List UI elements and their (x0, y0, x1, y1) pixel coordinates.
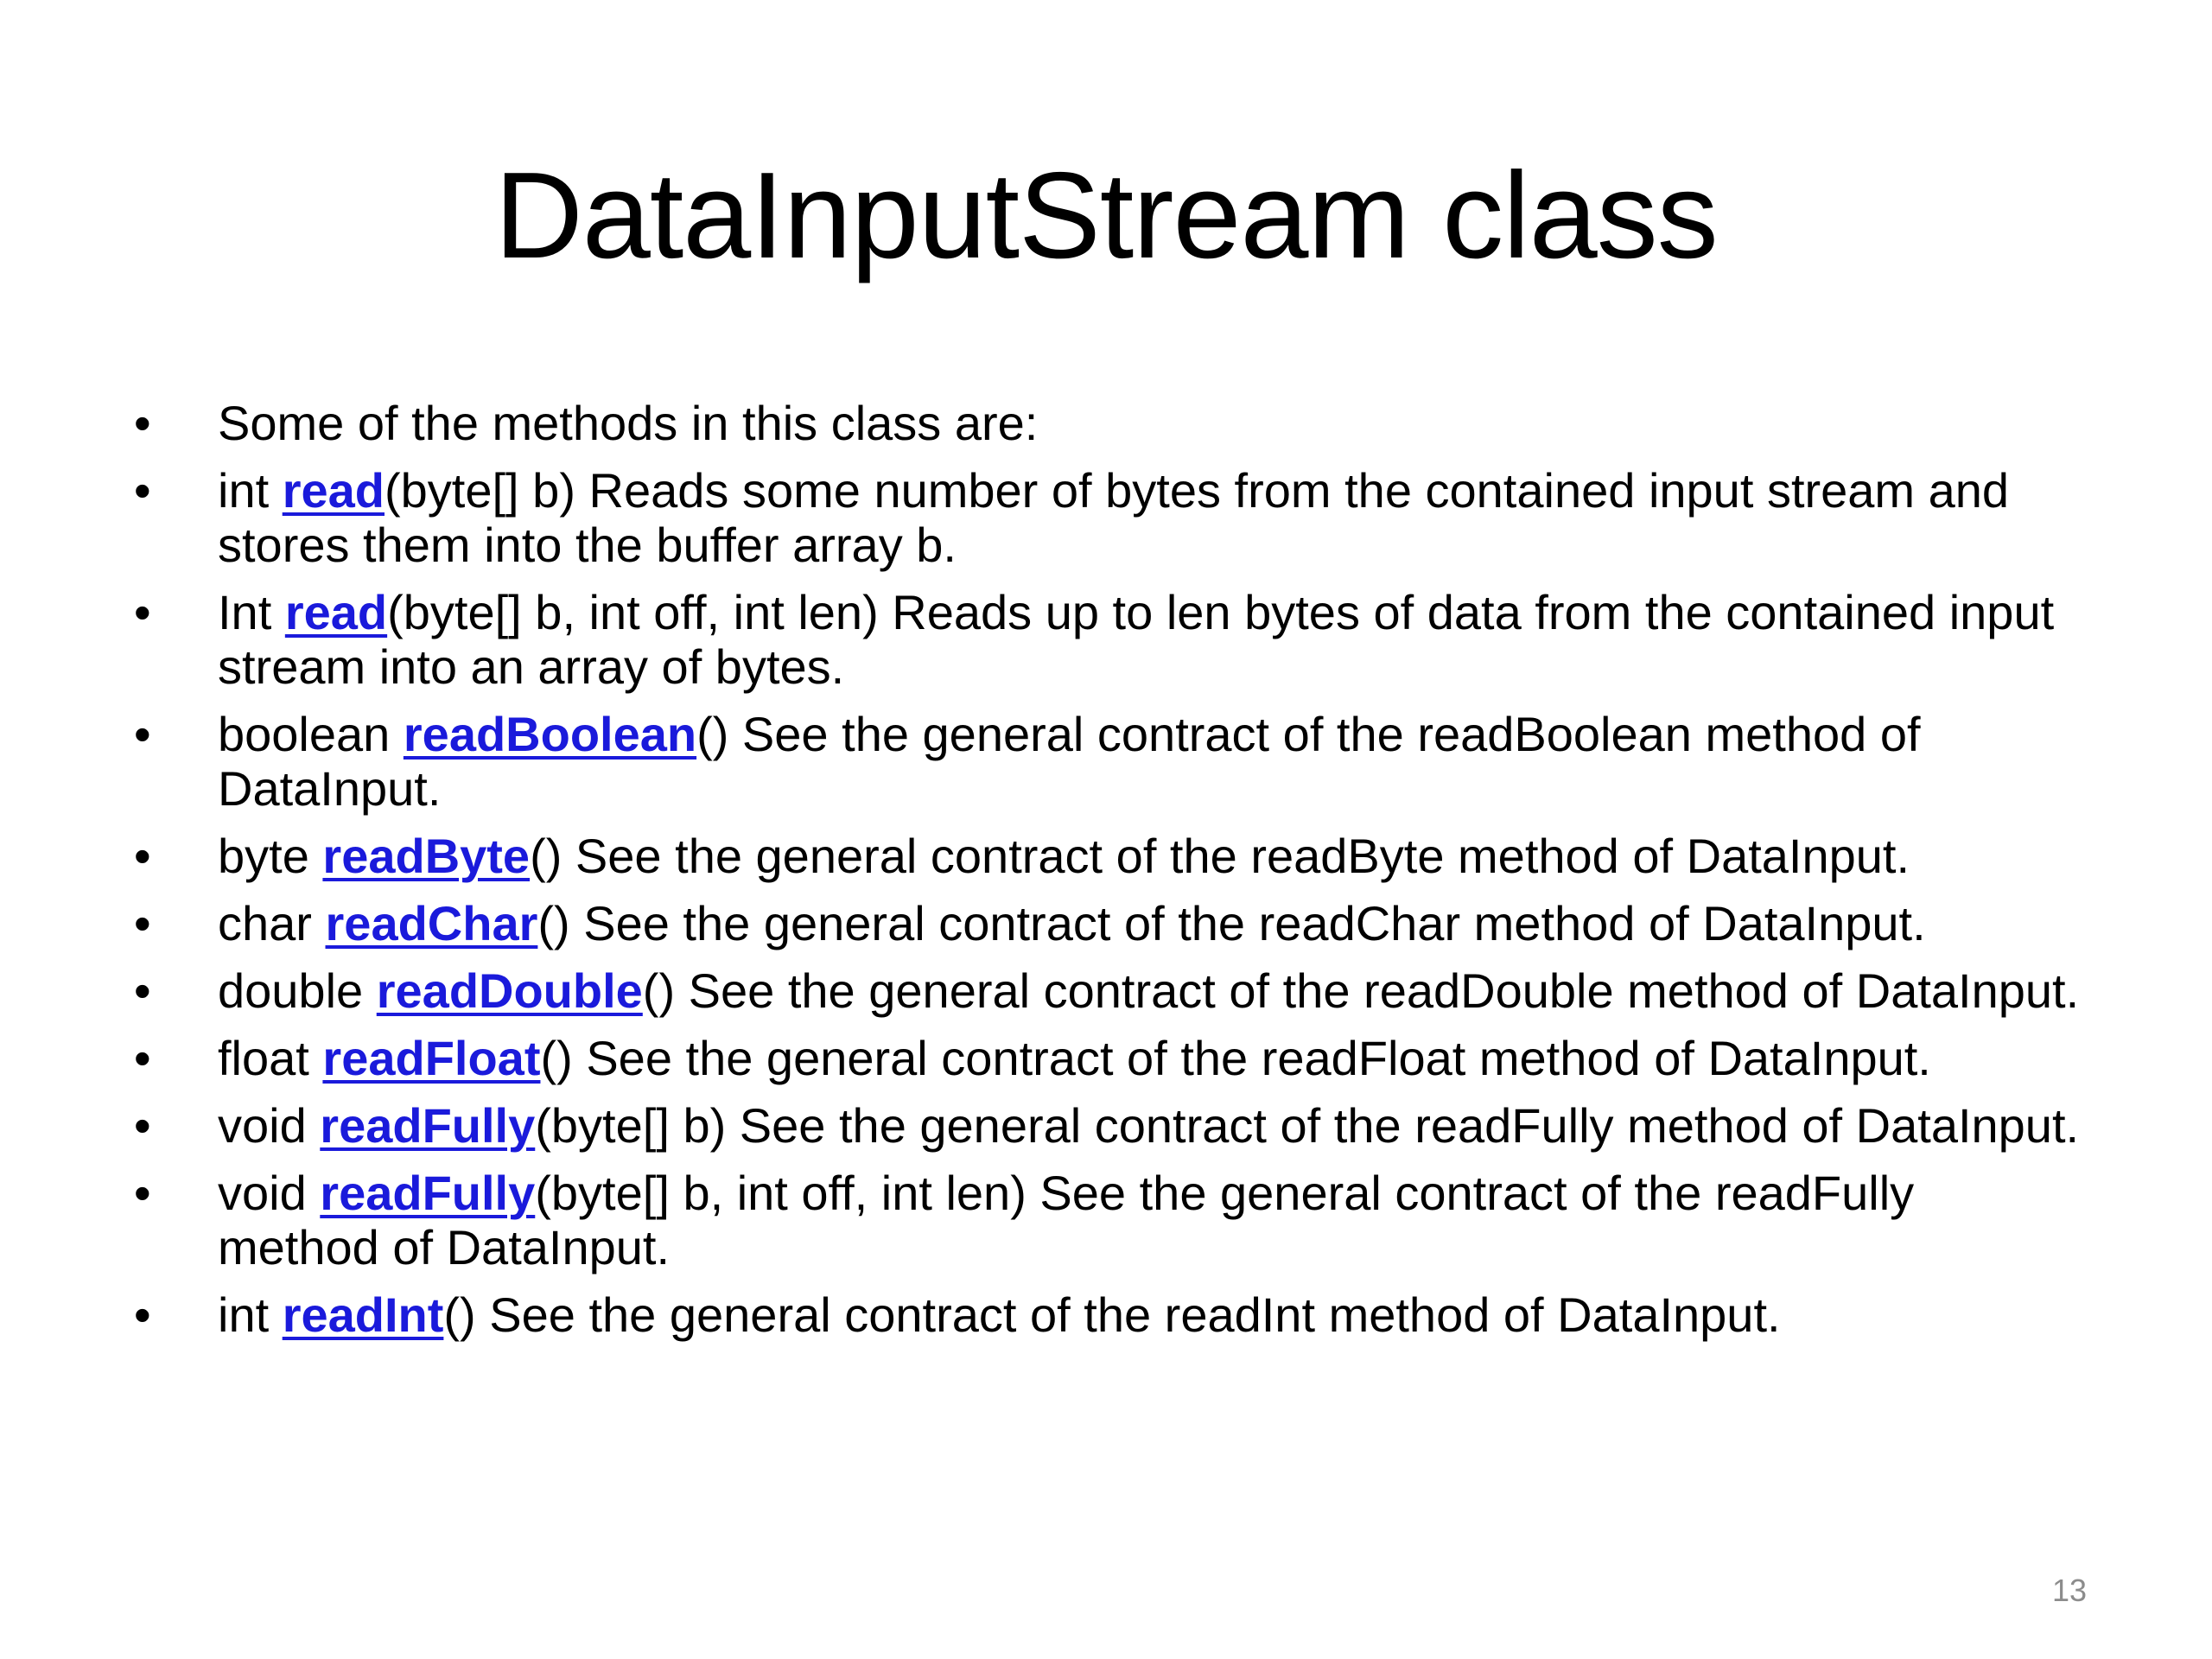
item-description: (byte[] b) Reads some number of bytes from the contained input stream and stores them into the buffer array b. (218, 463, 2010, 572)
item-description: (byte[] b, int off, int len) Reads up to len bytes of data from the contained input stream into an array of bytes. (218, 585, 2055, 694)
method-link-read-fully-offset[interactable]: readFully (320, 1166, 536, 1220)
item-prefix: Some of the methods in this class are: (218, 396, 1039, 450)
bullet-icon: • (134, 1166, 151, 1220)
list-item (0, 463, 2212, 572)
item-prefix: float (218, 1031, 323, 1085)
item-description: () See the general contract of the readFloat method of DataInput. (540, 1031, 1931, 1085)
list-item (0, 396, 2212, 450)
item-prefix: byte (218, 829, 323, 883)
item-description: () See the general contract of the readByte method of DataInput. (530, 829, 1910, 883)
page-number: 13 (2051, 1573, 2087, 1608)
item-prefix: double (218, 963, 377, 1018)
list-item (0, 829, 2212, 883)
bullet-icon: • (134, 707, 151, 761)
method-list (0, 396, 2212, 1355)
bullet-icon: • (134, 963, 151, 1018)
list-item (0, 1031, 2212, 1085)
item-description: (byte[] b) See the general contract of the readFully method of DataInput. (535, 1098, 2080, 1153)
item-description: (byte[] b, int off, int len) See the general contract of the readFully method of DataInput. (218, 1166, 1915, 1274)
method-link-read-double[interactable]: readDouble (376, 963, 643, 1018)
method-link-read-byte[interactable]: readByte (322, 829, 531, 883)
list-item (0, 1098, 2212, 1153)
method-link-read-float[interactable]: readFloat (322, 1031, 541, 1085)
bullet-icon: • (134, 1098, 151, 1153)
bullet-icon: • (134, 585, 151, 639)
item-prefix: void (218, 1098, 321, 1153)
item-prefix: int (218, 463, 283, 518)
list-item (0, 1287, 2212, 1342)
bullet-icon: • (134, 463, 151, 518)
bullet-icon: • (134, 1031, 151, 1085)
method-link-read[interactable]: read (282, 463, 385, 518)
bullet-icon: • (134, 829, 151, 883)
bullet-icon: • (134, 396, 151, 450)
method-link-read-int[interactable]: readInt (282, 1287, 444, 1342)
list-item (0, 963, 2212, 1018)
item-description: () See the general contract of the readDouble method of DataInput. (642, 963, 2080, 1018)
list-item (0, 896, 2212, 950)
method-link-read-boolean[interactable]: readBoolean (403, 707, 697, 761)
method-link-read-fully[interactable]: readFully (320, 1098, 536, 1153)
item-prefix: boolean (218, 707, 404, 761)
bullet-icon: • (134, 896, 151, 950)
item-prefix: void (218, 1166, 321, 1220)
item-description: () See the general contract of the readBoolean method of DataInput. (218, 707, 1921, 816)
item-prefix: Int (218, 585, 285, 639)
list-item (0, 585, 2212, 694)
item-description: () See the general contract of the readChar method of DataInput. (537, 896, 1926, 950)
list-item (0, 707, 2212, 816)
item-prefix: char (218, 896, 326, 950)
slide-title: DataInputStream class (494, 147, 1718, 284)
method-link-read-char[interactable]: readChar (325, 896, 538, 950)
item-prefix: int (218, 1287, 283, 1342)
bullet-icon: • (134, 1287, 151, 1342)
list-item (0, 1166, 2212, 1274)
item-description: () See the general contract of the readInt method of DataInput. (443, 1287, 1781, 1342)
method-link-read-offset[interactable]: read (284, 585, 388, 639)
